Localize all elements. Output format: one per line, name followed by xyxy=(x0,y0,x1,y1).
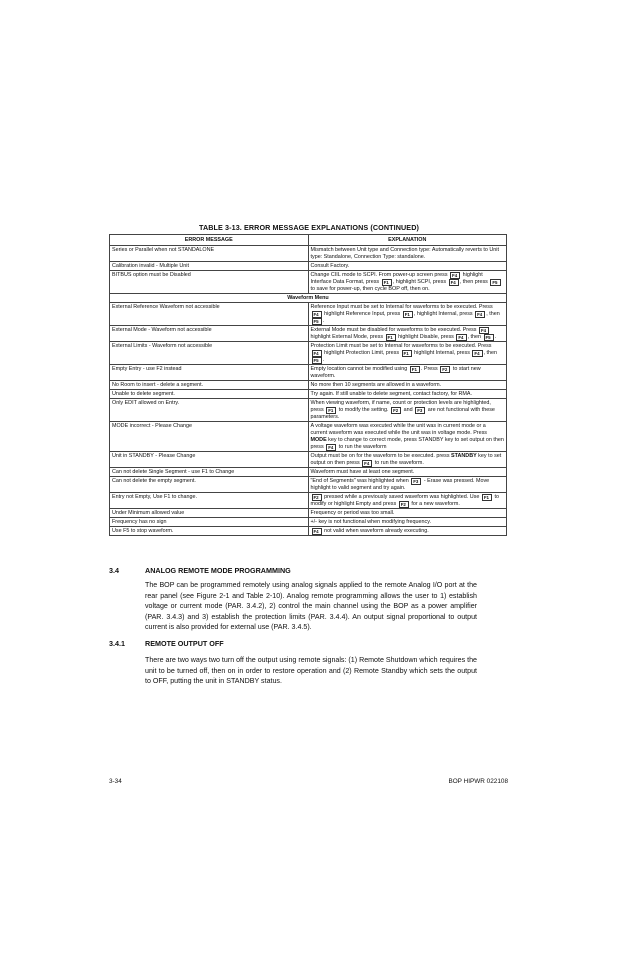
function-key-f5-icon: F5 xyxy=(490,279,500,286)
page-number: 3-34 xyxy=(109,778,122,785)
explanation-cell: Waveform must have at least one segment. xyxy=(308,468,507,477)
function-key-f4-icon: F4 xyxy=(312,528,322,535)
table-row xyxy=(110,527,507,536)
function-key-f4-icon: F4 xyxy=(456,334,466,341)
table-row xyxy=(110,271,507,294)
section-title: REMOTE OUTPUT OFF xyxy=(145,639,224,648)
document-id: BOP HIPWR 022108 xyxy=(448,778,508,785)
explanation-cell: "End of Segments" was highlighted when F3 - Erase was pressed. Move highlight to valid segment and try again. xyxy=(308,477,507,493)
function-key-f3-icon: F3 xyxy=(415,407,425,414)
error-message-table xyxy=(109,234,507,536)
function-key-f1-icon: F1 xyxy=(410,366,420,373)
section-body-3-4: The BOP can be programmed remotely using analog signals applied to the remote Analog I/O port at the rear panel (see Figure 2-1 and Table 2-10). Analog remote programming allows the user to 1) establish voltage or current mode (PAR. 3.4.2), 2) control the main channel using the BOP as a power amplifier (PAR. 3.4.3) and 3) establish the protection limits (PAR. 3.4.4). An output signal proportional to output current is also provided for external use (PAR. 3.4.5). xyxy=(145,581,477,631)
function-key-f4-icon: F4 xyxy=(312,350,322,357)
explanation-cell: Mismatch between Unit type and Connection type: Automatically reverts to Unit type: Standalone, Connection Type: standalone. xyxy=(308,246,507,262)
table-row xyxy=(110,342,507,365)
explanation-cell: Output must be on for the waveform to be executed. press STANDBY key to set output on then press F4 to run the waveform. xyxy=(308,452,507,468)
table-row xyxy=(110,452,507,468)
error-message-cell: Unit in STANDBY - Please Change xyxy=(110,452,309,468)
table-row xyxy=(110,509,507,518)
error-message-cell: Empty Entry - use F2 instead xyxy=(110,365,309,381)
explanation-cell: Change CIIL mode to SCPI. From power-up screen press F4 highlight Interface Data Format, press F1 , highlight SCPI, press F4 , then press F5 to save for power-up, then cycle BOP off, then on. xyxy=(308,271,507,294)
error-message-cell: Can not delete the empty segment. xyxy=(110,477,309,493)
table-row xyxy=(110,493,507,509)
section-label: Waveform Menu xyxy=(110,294,507,303)
explanation-cell: Consult Factory. xyxy=(308,262,507,271)
table-header-row xyxy=(110,235,507,246)
table-row xyxy=(110,326,507,342)
section-number: 3.4 xyxy=(109,566,119,575)
explanation-cell: Empty location cannot be modified using F1 . Press F2 to start new waveform. xyxy=(308,365,507,381)
table-row xyxy=(110,246,507,262)
table-row xyxy=(110,422,507,452)
error-message-cell: Calibration invalid - Multiple Unit xyxy=(110,262,309,271)
function-key-f4-icon: F4 xyxy=(479,327,489,334)
function-key-f4-icon: F4 xyxy=(312,311,322,318)
error-message-cell: External Reference Waveform not accessible xyxy=(110,303,309,326)
key-name: STANDBY xyxy=(451,452,477,459)
error-message-cell: Can not delete Single Segment - use F1 to Change xyxy=(110,468,309,477)
table-row xyxy=(110,303,507,326)
key-name: MODE xyxy=(310,436,327,443)
error-message-cell: BITBUS option must be Disabled xyxy=(110,271,309,294)
table-row xyxy=(110,477,507,493)
function-key-f4-icon: F4 xyxy=(472,350,482,357)
explanation-cell: Reference Input must be set to Internal for waveforms to be executed. Press F4 highlight Reference Input, press F1 , highlight Internal, press F4 , then F5 . xyxy=(308,303,507,326)
error-message-cell: External Limits - Waveform not accessible xyxy=(110,342,309,365)
function-key-f1-icon: F1 xyxy=(386,334,396,341)
function-key-f1-icon: F1 xyxy=(382,279,392,286)
table-body xyxy=(110,246,507,536)
error-message-cell: External Mode - Waveform not accessible xyxy=(110,326,309,342)
function-key-f5-icon: F5 xyxy=(484,334,494,341)
function-key-f2-icon: F2 xyxy=(399,501,409,508)
section-body-3-4-1: There are two ways two turn off the output using remote signals: (1) Remote Shutdown which requires the unit to be turned off, then on in order to restore operation and (2) Remote Standby which sets the output to OFF, putting the unit in STANDBY status. xyxy=(145,656,477,685)
error-message-cell: Unable to delete segment. xyxy=(110,390,309,399)
explanation-cell: +/- key is not functional when modifying frequency. xyxy=(308,518,507,527)
function-key-f4-icon: F4 xyxy=(449,279,459,286)
function-key-f5-icon: F5 xyxy=(312,357,322,364)
explanation-cell: Frequency or period was too small. xyxy=(308,509,507,518)
explanation-cell: Try again. If still unable to delete segment, contact factory, for RMA. xyxy=(308,390,507,399)
function-key-f1-icon: F1 xyxy=(482,494,492,501)
function-key-f2-icon: F2 xyxy=(312,494,322,501)
error-message-cell: Frequency has no sign xyxy=(110,518,309,527)
column-header-explanation: EXPLANATION xyxy=(308,235,507,246)
table-row xyxy=(110,381,507,390)
function-key-f4-icon: F4 xyxy=(475,311,485,318)
explanation-cell: F2 pressed while a previously saved waveform was highlighted. Use F1 to modify or highlight Empty and press F2 for a new waveform. xyxy=(308,493,507,509)
table-row xyxy=(110,468,507,477)
error-message-cell: MODE incorrect - Please Change xyxy=(110,422,309,452)
explanation-cell: No more then 10 segments are allowed in a waveform. xyxy=(308,381,507,390)
table-caption: TABLE 3-13. ERROR MESSAGE EXPLANATIONS (CONTINUED) xyxy=(199,223,419,232)
table-section-row xyxy=(110,294,507,303)
function-key-f1-icon: F1 xyxy=(402,350,412,357)
function-key-f5-icon: F5 xyxy=(312,318,322,325)
error-message-cell: Use F5 to stop waveform. xyxy=(110,527,309,536)
function-key-f4-icon: F4 xyxy=(326,444,336,451)
error-message-cell: Under Minimum allowed value xyxy=(110,509,309,518)
table-row xyxy=(110,365,507,381)
function-key-f2-icon: F2 xyxy=(391,407,401,414)
section-number: 3.4.1 xyxy=(109,639,125,648)
table-row xyxy=(110,262,507,271)
table-row xyxy=(110,518,507,527)
explanation-cell: Protection Limit must be set to Internal for waveforms to be executed. Press F4 highlight Protection Limit, press F1 highlight Internal, press F4 , then F5 . xyxy=(308,342,507,365)
function-key-f3-icon: F3 xyxy=(411,478,421,485)
explanation-cell: External Mode must be disabled for waveforms to be executed. Press F4 highlight External Mode, press F1 highlight Disable, press F4 , then F5 . xyxy=(308,326,507,342)
error-message-cell: Entry not Empty, Use F1 to change. xyxy=(110,493,309,509)
function-key-f2-icon: F2 xyxy=(440,366,450,373)
error-message-cell: No Room to insert - delete a segment. xyxy=(110,381,309,390)
explanation-cell: A voltage waveform was executed while the unit was in current mode or a current waveform was executed while the unit was in voltage mode. Press MODE key to change to correct mode, press STANDBY key to set output on then press F4 to run the waveform xyxy=(308,422,507,452)
function-key-f4-icon: F4 xyxy=(362,460,372,467)
function-key-f4-icon: F4 xyxy=(450,272,460,279)
column-header-error-message: ERROR MESSAGE xyxy=(110,235,309,246)
section-title: ANALOG REMOTE MODE PROGRAMMING xyxy=(145,566,291,575)
error-message-cell: Series or Parallel when not STANDALONE xyxy=(110,246,309,262)
explanation-cell: When viewing waveform, if name, count or protection levels are highlighted, press F1 to modify the setting. F2 and F3 are not functional with these parameters. xyxy=(308,399,507,422)
function-key-f1-icon: F1 xyxy=(326,407,336,414)
table-row xyxy=(110,399,507,422)
error-message-cell: Only EDIT allowed on Entry. xyxy=(110,399,309,422)
table-row xyxy=(110,390,507,399)
function-key-f1-icon: F1 xyxy=(403,311,413,318)
explanation-cell: F4 not valid when waveform already executing. xyxy=(308,527,507,536)
